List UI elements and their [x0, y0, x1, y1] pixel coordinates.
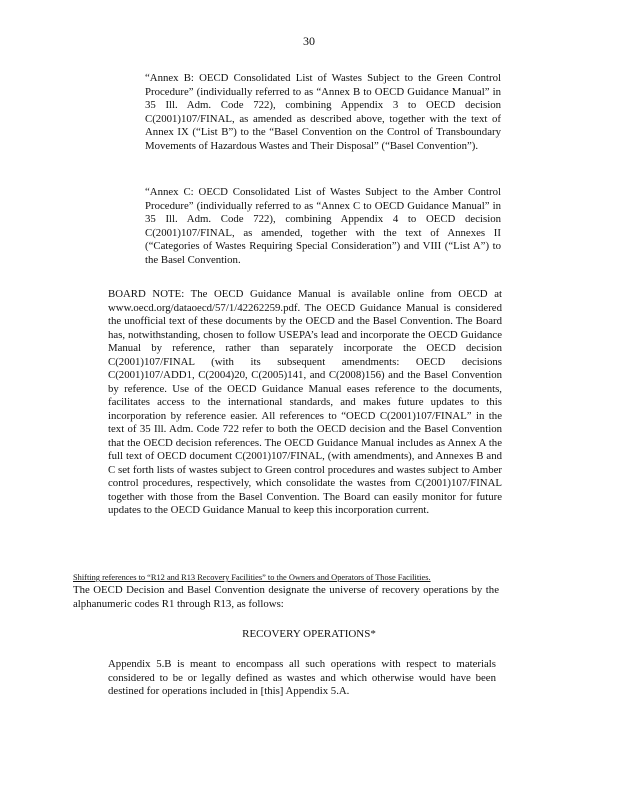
annex-b-paragraph	[145, 72, 501, 153]
recovery-operations-heading: RECOVERY OPERATIONS*	[242, 628, 376, 640]
annex-b-text: “Annex B: OECD Consolidated List of Wastes Subject to the Green Control Procedure” (individually referred to as “Annex B to OECD Guidance Manual” in 35 Ill. Adm. Code 722), combining Appendix 3 to OECD decision C(2001)107/FINAL, as amended as described above, together with the text of Annex IX (“List B”) to the “Basel Convention on the Control of Transboundary Movements of Hazardous Wastes and Their Disposal” (“Basel Convention”).	[145, 72, 501, 152]
annex-c-paragraph	[145, 186, 501, 267]
page-number: 30	[303, 34, 315, 48]
appendix-note-text: Appendix 5.B is meant to encompass all such operations with respect to materials considered to be or legally defined as wastes and which otherwise would have been destined for operations included in [this] Appendix 5.A.	[108, 658, 496, 697]
board-note-paragraph	[108, 288, 502, 518]
shifting-references-paragraph	[73, 572, 499, 611]
shifting-references-body: The OECD Decision and Basel Convention designate the universe of recovery operations by the alphanumeric codes R1 through R13, as follows:	[73, 584, 499, 610]
shifting-references-heading: Shifting references to “R12 and R13 Recovery Facilities” to the Owners and Operators of Those Facilities.	[73, 573, 431, 582]
annex-c-text: “Annex C: OECD Consolidated List of Wastes Subject to the Amber Control Procedure” (individually referred to as “Annex C to OECD Guidance Manual” in 35 Ill. Adm. Code 722), combining Appendix 4 to OECD decision C(2001)107/FINAL, as amended, together with the text of Annexes II (“Categories of Wastes Requiring Special Consideration”) and VIII (“List A”) to the Basel Convention.	[145, 186, 501, 266]
board-note-text: BOARD NOTE: The OECD Guidance Manual is available online from OECD at www.oecd.org/dataoecd/57/1/42262259.pdf. The OECD Guidance Manual is considered the unofficial text of these documents by the OECD and the Basel Convention. The Board has, notwithstanding, chosen to follow USEPA’s lead and incorporate the OECD Guidance Manual by reference, rather than separately incorporate the OECD decision C(2001)107/FINAL (with its subsequent amendments: OECD decisions C(2001)107/ADD1, C(2004)20, C(2005)141, and C(2008)156) and the Basel Convention by reference. Use of the OECD Guidance Manual eases reference to the documents, facilitates access to the international standards, and makes future updates to this incorporation by reference easier. All references to “OECD C(2001)107/FINAL” in the text of 35 Ill. Adm. Code 722 refer to both the OECD decision and the Basel Convention that the OECD decision references. The OECD Guidance Manual includes as Annex A the full text of OECD document C(2001)107/FINAL, (with amendments), and Annexes B and C set forth lists of wastes subject to Green control procedures and wastes subject to Amber control procedures, respectively, which consolidate the wastes from C(2001)107/FINAL together with those from the Basel Convention. The Board can easily monitor for future updates to the OECD Guidance Manual to keep this incorporation current.	[108, 288, 502, 516]
appendix-note-paragraph	[108, 658, 496, 699]
